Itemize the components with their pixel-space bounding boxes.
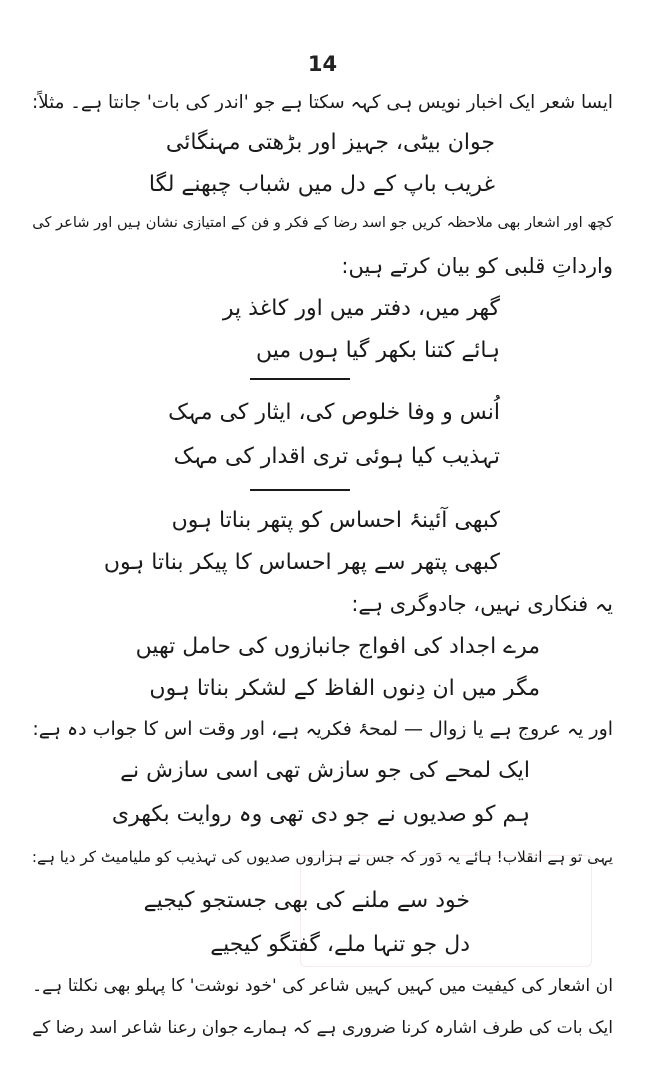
verse-line: تہذیب کیا ہوئی تری اقدار کی مہک <box>173 444 500 469</box>
prose-line: یہی تو ہے انقلاب! ہائے یہ دَور کہ جس نے ہزاروں صدیوں کی تہذیب کو ملیامیٹ کر دیا ہے: <box>31 848 613 866</box>
prose-line: اور یہ عروج ہے یا زوال — لمحۂ فکریہ ہے، اور وقت اس کا جواب دہ ہے: <box>32 718 613 740</box>
prose-line: ایسا شعر ایک اخبار نویس ہی کہہ سکتا ہے جو 'اندر کی بات' جانتا ہے۔ مثلاً: <box>32 92 613 113</box>
verse-line: اُنس و وفا خلوص کی، ایثار کی مہک <box>168 400 500 425</box>
verse-line: غریب باپ کے دل میں شباب چبھنے لگا <box>148 172 495 197</box>
verse-line: ایک لمحے کی جو سازش تھی اسی سازش نے <box>120 758 530 783</box>
prose-line: یہ فنکاری نہیں، جادوگری ہے: <box>351 592 613 616</box>
separator-rule <box>250 489 350 491</box>
verse-line: کبھی پتھر سے پھر احساس کا پیکر بناتا ہوں <box>103 550 500 575</box>
page-number: 14 <box>307 52 338 76</box>
verse-line: کبھی آئینۂ احساس کو پتھر بناتا ہوں <box>171 508 500 533</box>
prose-line: ایک بات کی طرف اشارہ کرنا ضروری ہے کہ ہمارے جوان رعنا شاعر اسد رضا کے <box>32 1018 613 1038</box>
verse-line: مگر میں ان دِنوں الفاظ کے لشکر بناتا ہوں <box>149 676 540 701</box>
prose-line: ان اشعار کی کیفیت میں کہیں کہیں شاعر کی 'خود نوشت' کا پہلو بھی نکلتا ہے۔ <box>32 976 613 996</box>
verse-line: مرے اجداد کی افواج جانبازوں کی حامل تھیں <box>135 634 540 659</box>
prose-line: کچھ اور اشعار بھی ملاحظہ کریں جو اسد رضا کے فکر و فن کے امتیازی نشان ہیں اور شاعر کی <box>32 214 613 231</box>
separator-rule <box>250 378 350 380</box>
verse-line: خود سے ملنے کی بھی جستجو کیجیے <box>143 888 470 913</box>
prose-line: وارداتِ قلبی کو بیان کرتے ہیں: <box>341 254 613 278</box>
verse-line: جوان بیٹی، جہیز اور بڑھتی مہنگائی <box>165 130 495 155</box>
verse-line: ہائے کتنا بکھر گیا ہوں میں <box>256 338 500 363</box>
verse-line: ہم کو صدیوں نے جو دی تھی وہ روایت بکھری <box>111 802 530 827</box>
verse-line: گھر میں، دفتر میں اور کاغذ پر <box>222 296 500 321</box>
verse-line: دل جو تنہا ملے، گفتگو کیجیے <box>210 932 470 957</box>
